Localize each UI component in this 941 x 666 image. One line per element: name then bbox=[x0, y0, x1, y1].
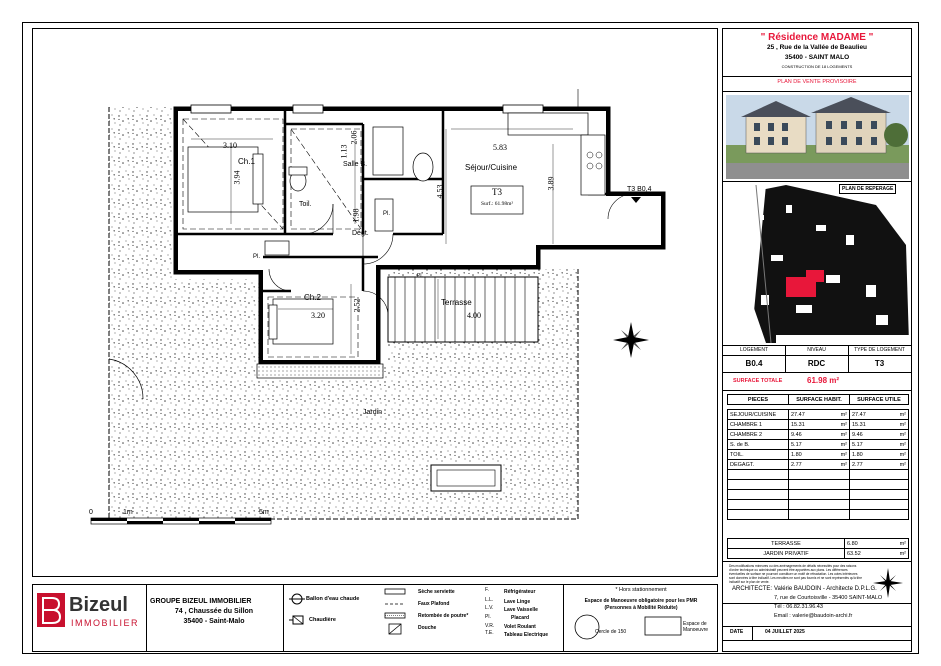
pmr-espace: Espace de Manoeuvre bbox=[683, 621, 709, 633]
areas-header-pieces: PIECES bbox=[728, 395, 789, 405]
lot-value-niveau: RDC bbox=[807, 359, 826, 368]
scale-label-0: 0 bbox=[89, 509, 93, 516]
compass-rose-icon bbox=[613, 322, 649, 358]
dim-113: 1.13 bbox=[339, 144, 349, 159]
architect-label: ARCHITECTE: bbox=[732, 586, 773, 592]
table-row: TOIL. 1.80 m² 1.80 m² bbox=[728, 450, 909, 460]
table-row: CHAMBRE 2 9.46 m² 9.46 m² bbox=[728, 430, 909, 440]
room-label-degt: Dégt. bbox=[352, 230, 369, 237]
areas-header-hab: SURFACE HABIT. bbox=[789, 395, 850, 405]
table-row: CHAMBRE 1 15.31 m² 15.31 m² bbox=[728, 420, 909, 430]
room-label-ch1: Ch.1 bbox=[238, 157, 255, 166]
plan-title: PLAN DE VENTE PROVISOIRE bbox=[777, 79, 857, 85]
pmr-title: Espace de Manoeuvre obligatoire pour les PMR bbox=[584, 598, 698, 604]
legend-abbr-vr: V.R. bbox=[485, 623, 495, 629]
legend-lave-linge: Lave Linge bbox=[504, 599, 531, 605]
parking-note: * Hors stationnement bbox=[615, 587, 667, 593]
location-map-image bbox=[726, 185, 909, 343]
lot-header-logement: LOGEMENT bbox=[739, 347, 769, 353]
legend-symbols bbox=[383, 587, 409, 637]
lot-header-niveau: NIVEAU bbox=[807, 347, 826, 353]
dim-394: 3.94 bbox=[232, 170, 242, 185]
scale-label-5m: 5m bbox=[259, 509, 269, 516]
company-logo-name: Bizeul bbox=[69, 594, 128, 616]
room-label-ch2: Ch.2 bbox=[304, 293, 321, 302]
architect-tel: Tél : 06.82.31.96.43 bbox=[774, 604, 823, 610]
room-label-terrasse: Terrasse bbox=[441, 298, 472, 307]
date-label: DATE bbox=[730, 629, 744, 635]
table-row: S. de B. 5.17 m² 5.17 m² bbox=[728, 440, 909, 450]
scale-label-1m: 1m bbox=[123, 509, 133, 516]
table-row: SEJOUR/CUISINE 27.47 m² 27.47 m² bbox=[728, 410, 909, 420]
reperage-title: PLAN DE REPERAGE bbox=[839, 184, 896, 194]
terrace-area bbox=[388, 277, 538, 342]
dim-320: 3.20 bbox=[311, 311, 325, 320]
dim-453: 4.53 bbox=[435, 184, 445, 199]
project-title: " Résidence MADAME " bbox=[760, 32, 874, 43]
room-label-jardin: Jardin bbox=[363, 409, 383, 416]
areas-header-utile: SURFACE UTILE bbox=[850, 395, 909, 405]
legend-tableau: Tableau Electrique bbox=[504, 632, 549, 638]
legend-retombee: Retombée de poutre* bbox=[418, 613, 469, 619]
disclaimer-text: Des modifications mineures ou des aménagements de détails nécessités pour des raisons d'ordre technique ou administratif peuvent être apportées aux plans. Les différences éventuelles de surface ne pourront constituer un motif de rétractation. Les cotes intérieures sont données à titre indicatif. Les meubles ne sont pas fournis et ne sont représentés qu'à titre indicatif sur le plan de vente. bbox=[729, 564, 862, 584]
legend-ballon: Ballon d'eau chaude bbox=[306, 596, 360, 602]
legend-douche: Douche bbox=[418, 625, 437, 631]
legend-abbr-pl: Pl. bbox=[485, 614, 491, 620]
dim-252: 2.52 bbox=[352, 298, 362, 313]
total-surface-value: 61.98 m² bbox=[807, 376, 840, 385]
legend-abbr-f: F. bbox=[485, 587, 489, 593]
legend-abbr-ll: L.L. bbox=[485, 597, 494, 603]
legend-abbr-te: T.E. bbox=[485, 630, 494, 636]
total-surface-label: SURFACE TOTALE bbox=[733, 378, 783, 384]
title-block bbox=[722, 28, 912, 652]
project-city: 35400 - SAINT MALO bbox=[784, 54, 850, 61]
unit-type-badge: T3 bbox=[492, 187, 502, 197]
legend-placard: Placard bbox=[511, 615, 530, 621]
company-logo-sub: IMMOBILIER bbox=[71, 618, 140, 628]
architect-name: Valérie BAUDOIN - Architecte D.P.L.G. bbox=[774, 586, 877, 592]
legend-chaudiere: Chaudière bbox=[309, 617, 336, 623]
company-name: GROUPE BIZEUL IMMOBILIER bbox=[150, 598, 252, 605]
dim-198: 1.98 bbox=[351, 208, 361, 223]
table-row: DEGAGT. 2.77 m² 2.77 m² bbox=[728, 460, 909, 470]
dim-206: 2.06 bbox=[349, 130, 359, 145]
plan-drawing bbox=[32, 28, 718, 577]
unit-surface-badge: Surf.: 61.98m² bbox=[480, 201, 514, 207]
building-render-image bbox=[726, 95, 909, 179]
bizeul-logo-icon bbox=[37, 593, 65, 627]
dim-389: 3.89 bbox=[546, 176, 556, 191]
room-label-sejour: Séjour/Cuisine bbox=[465, 163, 518, 172]
areas-table bbox=[727, 394, 909, 520]
room-label-pl-1: Pl. bbox=[253, 254, 261, 260]
company-city: 35400 - Saint-Malo bbox=[183, 618, 245, 625]
architect-box bbox=[726, 584, 912, 626]
lot-value-type: T3 bbox=[874, 359, 885, 368]
legend-lave-vaisselle: Lave Vaisselle bbox=[504, 607, 538, 613]
lot-tag: T3 B0,4 bbox=[627, 186, 652, 193]
pmr-cercle: Cercle de 150 bbox=[595, 629, 627, 635]
lot-value-logement: B0.4 bbox=[745, 359, 763, 368]
legend-faux-plafond: Faux Plafond bbox=[418, 601, 450, 607]
table-row: JARDIN PRIVATIF 63.52 m² bbox=[728, 549, 909, 559]
project-address: 25 , Rue de la Vallée de Beaulieu bbox=[766, 44, 868, 51]
legend-volet: Volet Roulant bbox=[504, 624, 536, 630]
legend-refrigerateur: Réfrigérateur bbox=[504, 589, 536, 595]
scale-bar bbox=[91, 518, 271, 524]
floor-plan bbox=[33, 29, 719, 578]
lot-header-type: TYPE DE LOGEMENT bbox=[854, 347, 905, 353]
legend-block bbox=[32, 584, 718, 652]
pmr-subtitle: (Personnes à Mobilité Réduite) bbox=[604, 605, 678, 611]
room-label-toil: Toil. bbox=[299, 201, 312, 208]
room-label-pl-2: Pl. bbox=[383, 211, 391, 217]
legend-abbr-lv: L.V. bbox=[485, 605, 494, 611]
date-value: 04 JUILLET 2025 bbox=[765, 629, 805, 635]
company-address: 74 , Chaussée du Sillon bbox=[174, 608, 254, 615]
room-label-sdb: Salle B. bbox=[343, 161, 368, 168]
room-label-pl-3: Pl. bbox=[417, 273, 423, 279]
dim-583: 5.83 bbox=[493, 143, 507, 152]
exterior-areas-table bbox=[727, 538, 909, 559]
architect-email: Email : valerie@baudoin-archi.fr bbox=[774, 613, 853, 619]
dim-310: 3.10 bbox=[223, 141, 237, 150]
dim-400: 4.00 bbox=[467, 311, 481, 320]
project-construction: CONSTRUCTION DE 18 LOGEMENTS bbox=[781, 64, 853, 69]
water-heater-icon bbox=[289, 593, 305, 605]
legend-seche: Sèche serviette bbox=[418, 589, 455, 595]
table-row: TERRASSE 6.80 m² bbox=[728, 539, 909, 549]
boiler-icon bbox=[289, 615, 307, 625]
architect-address: 7, rue de Courtoisville - 35400 SAINT-MALO bbox=[774, 595, 883, 601]
